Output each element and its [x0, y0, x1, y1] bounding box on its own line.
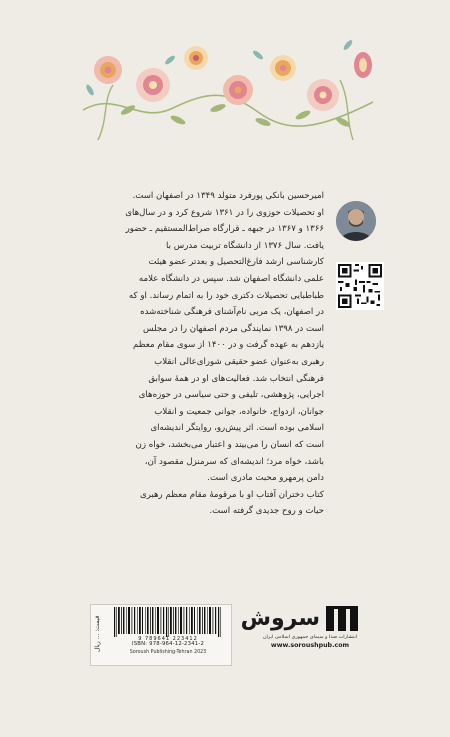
- bio-line: است که انسان را می‌بیند و اعتبار می‌بخشد، خواه زن: [135, 439, 324, 450]
- bio-line: علمی دانشگاه اصفهان شد. سپس در دانشگاه علامه: [138, 273, 324, 284]
- bio-line: باشد، خواه مرد؛ اندیشه‌ای که سرمنزل مقصود آن،: [144, 456, 324, 467]
- bio-line: او تحصیلات حوزوی را در ۱۳۶۱ شروع کرد و در سال‌های: [125, 207, 324, 218]
- bio-line: یازدهم به عهده گرفت و در ۱۴۰۰ از سوی مقام معظم: [133, 340, 324, 351]
- barcode-icon: [112, 607, 224, 637]
- publisher-name: سروش: [240, 606, 320, 631]
- bio-line: ۱۳۶۶ و ۱۳۶۷ در جبهه ـ قرارگاه صراط‌المستقیم ـ حضور: [125, 224, 324, 235]
- bio-line: طباطبایی تحصیلات دکتری خود را به اتمام رساند. او که: [128, 290, 324, 301]
- floral-illustration: [78, 30, 378, 142]
- bio-line: یافت. سال ۱۳۷۶ از دانشگاه تربیت مدرس با: [166, 240, 324, 251]
- bio-line: کارشناسی ارشد فارغ‌التحصیل و بعدتر عضو هیئت: [148, 257, 324, 268]
- barcode-number: 9 789641 223412: [138, 636, 198, 642]
- bio-line: است در ۱۳۹۸ نمایندگی مردم اصفهان را در مجلس: [143, 323, 324, 334]
- bio-line: رهبری به‌عنوان عضو حقیقی شورای‌عالی انقلاب: [154, 356, 324, 367]
- bio-line: امیرحسین بانکی پورفرد متولد ۱۳۴۹ در اصفهان است.: [132, 191, 324, 201]
- bio-line: اسلامی بوده است. اثر پیش‌رو، روایتگر اندیشه‌ای: [150, 423, 324, 434]
- bio-line: حیات و روح جدیدی گرفته است.: [209, 506, 324, 517]
- isbn-text: ISBN: 978-964-12-2341-2: [131, 641, 205, 647]
- price-label: قیمت: ... ریال: [94, 615, 101, 653]
- author-photo: [336, 201, 376, 241]
- bio-line: در اصفهان، یک مربی نام‌آشنای فرهنگی شناخته‌شده: [140, 307, 324, 318]
- qr-code-icon: [336, 262, 384, 310]
- publisher-tagline: انتشارات صدا و سیمای جمهوری اسلامی ایران: [262, 634, 358, 640]
- bio-line: فرهنگی انتخاب شد. فعالیت‌های او در همهٔ سوابق: [148, 373, 324, 384]
- soroush-logo-icon: [324, 606, 364, 632]
- publisher-website: www.soroushpub.com: [270, 642, 350, 649]
- bio-line: اجرایی، پژوهشی، تلیفی و حتی سیاسی در حوزه‌های: [138, 390, 324, 401]
- author-biography: [112, 188, 324, 520]
- publisher-imprint: Soroush Publishing-Tehran 2023: [129, 650, 207, 655]
- bio-line: جوانان، ازدواج، خانواده، جوانی جمعیت و انقلاب: [154, 406, 324, 417]
- bio-line: دامن پرمهرو محبت مادری است.: [207, 473, 324, 484]
- bio-line: کتاب دختران آفتاب او با مرقومهٔ مقام معظم رهبری: [139, 489, 324, 500]
